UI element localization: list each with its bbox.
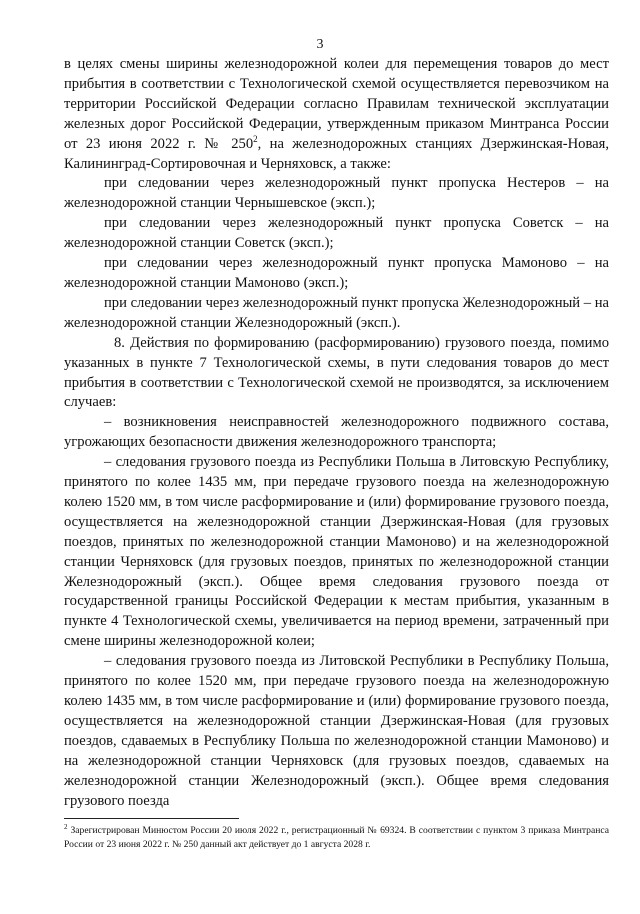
footnote bbox=[64, 824, 609, 851]
document-body bbox=[64, 55, 609, 811]
page-number: 3 bbox=[316, 37, 324, 52]
paragraph-zheleznodorozhny: при следовании через железнодорожный пункт пропуска Железнодорожный – на железнодорожной станции Железнодорожный (эксп.). bbox=[64, 294, 610, 331]
paragraph-mamonovo: при следовании через железнодорожный пункт пропуска Мамоново – на железнодорожной станции Мамоново (эксп.); bbox=[64, 255, 609, 291]
footnote-reference: 2 bbox=[253, 133, 258, 144]
paragraph-sovetsk: при следовании через железнодорожный пункт пропуска Советск – на железнодорожной станции Советск (эксп.); bbox=[64, 215, 609, 252]
footnote-text: Зарегистрирован Минюстом России 20 июля 2022 г., регистрационный № 69324. В соответствии с пунктом 3 приказа Минтранса России от 23 июня 2022 г. № 250 данный акт действует до 1 августа 2028 г. bbox=[64, 825, 609, 850]
paragraph-text: в целях смены ширины железнодорожной колеи для перемещения товаров до мест прибытия в соответствии с Технологической схемой осуществляется перевозчиком на территории Российской Федерации согласно Правилам технической эксплуатации железных дорог Российской Федерации, утвержденным приказом Минтранса России от 23 июня 2022 г. № 250 bbox=[64, 56, 609, 152]
paragraph-item-8: 8. Действия по формированию (расформированию) грузового поезда, помимо указанных в пункте 7 Технологической схемы, в пути следования товаров до мест прибытия в соответствии с Технологической схемой не производятся, за исключением случаев: bbox=[64, 334, 609, 411]
paragraph-nesterov: при следовании через железнодорожный пункт пропуска Нестеров – на железнодорожной станции Чернышевское (эксп.); bbox=[64, 175, 609, 212]
footnote-separator bbox=[64, 818, 239, 819]
paragraph-lithuania-to-poland: – следования грузового поезда из Литовской Республики в Республику Польша, принятого по колее 1520 мм, при передаче грузового поезда на железнодорожную колею 1435 мм, в том числе расформирование и (или) формирование грузового поезда, осуществляется на железнодорожной станции Дзержинская-Новая (для грузовых поездов, сдаваемых в Республику Польша по железнодорожной станции Мамоново) и на железнодорожной станции Черняховск (для грузовых поездов, сдаваемых на железнодорожной станции Железнодорожный (эксп.). Общее время следования грузового поезда bbox=[64, 653, 609, 809]
paragraph-malfunction: – возникновения неисправностей железнодорожного подвижного состава, угрожающих безопасности движения железнодорожного транспорта; bbox=[64, 414, 609, 451]
footnote-mark: 2 bbox=[64, 823, 68, 831]
paragraph-text: , на железнодорожных станциях Дзержинская-Новая, Калининград-Сортировочная и Черняховск, а также: bbox=[64, 135, 609, 172]
paragraph-intro bbox=[64, 55, 609, 174]
paragraph-poland-to-lithuania: – следования грузового поезда из Республики Польша в Литовскую Республику, принятого по колее 1435 мм, при передаче грузового поезда на железнодорожную колею 1520 мм, в том числе расформирование и (или) формирование грузового поезда, осуществляется на железнодорожной станции Дзержинская-Новая (для грузовых поездов, принятых по железнодорожной станции Мамоново) и на железнодорожной станции Черняховск (для грузовых поездов, принятых по железнодорожной станции Железнодорожный (эксп.). Общее время следования грузового поезда от государственной границы Российской Федерации к местам прибытия, указанным в пункте 4 Технологической схемы, увеличивается на период времени, затраченный при смене ширины железнодорожной колеи; bbox=[64, 454, 609, 650]
